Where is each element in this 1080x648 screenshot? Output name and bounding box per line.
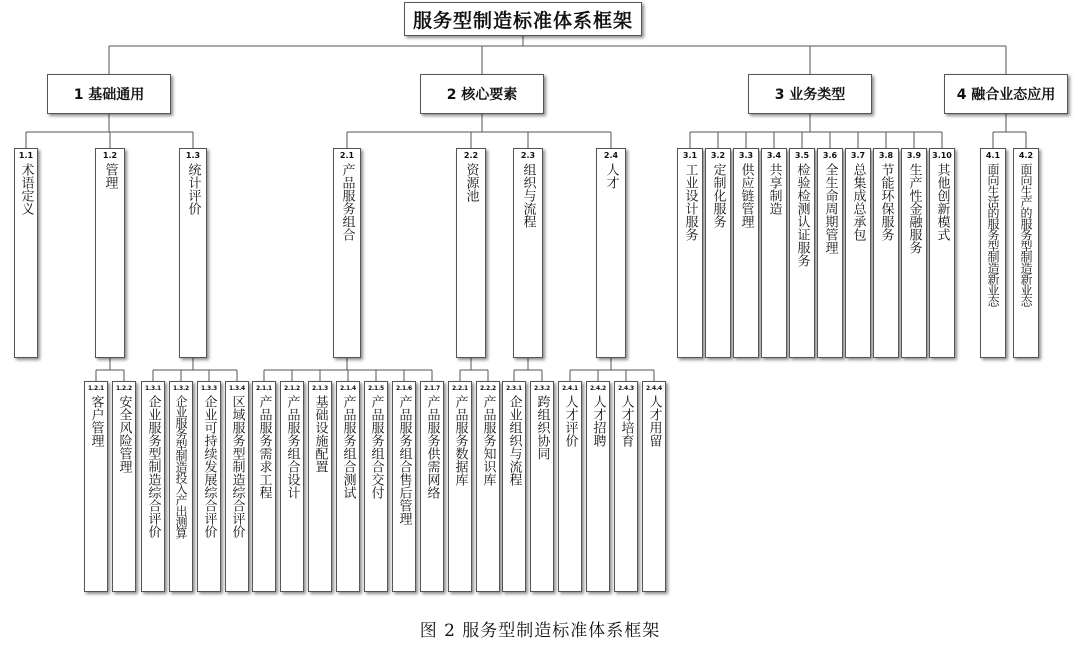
node-2-2-1-code: 2.2.1 [451,385,469,392]
node-3-3 [733,148,759,358]
node-3-6-code: 3.6 [822,151,838,160]
node-3-5-label: 检验检测认证服务 [794,163,810,267]
node-1-3-1-code: 1.3.1 [144,385,162,392]
node-3-4 [761,148,787,358]
node-2-2 [456,148,486,358]
node-2-1 [333,148,361,358]
node-2-3-2 [530,381,554,592]
node-1-3-1-label: 企业服务型制造综合评价 [145,395,161,538]
node-3-6-label: 全生命周期管理 [822,163,838,254]
node-4-1-label: 面向生活的服务型制造新业态 [986,163,1000,306]
node-2-1-4 [336,381,360,592]
node-2-3-2-code: 2.3.2 [533,385,551,392]
node-2-4-1-label: 人才评价 [562,395,578,447]
category-2-box: 2 核心要素 [420,74,544,114]
node-3-3-label: 供应链管理 [738,163,754,228]
node-3-8-code: 3.8 [878,151,894,160]
node-2-1-1-code: 2.1.1 [255,385,273,392]
node-2-3-1-label: 企业组织与流程 [506,395,522,486]
node-3-8-label: 节能环保服务 [878,163,894,241]
node-3-1-label: 工业设计服务 [682,163,698,241]
node-1-2-2-code: 1.2.2 [115,385,133,392]
node-2-1-5 [364,381,388,592]
node-2-4-code: 2.4 [603,151,619,160]
node-2-1-1 [252,381,276,592]
node-2-1-6-label: 产品服务组合售后管理 [396,395,412,525]
node-3-2 [705,148,731,358]
node-3-5-code: 3.5 [794,151,810,160]
node-3-2-label: 定制化服务 [710,163,726,228]
node-2-1-1-label: 产品服务需求工程 [256,395,272,499]
node-1-3-label: 统计评价 [185,163,201,215]
node-2-4-4 [642,381,666,592]
node-2-2-code: 2.2 [463,151,479,160]
node-1-3-2 [169,381,193,592]
node-2-1-2-label: 产品服务组合设计 [284,395,300,499]
node-4-2-label: 面向生产的服务型制造新业态 [1019,163,1033,306]
node-4-2 [1013,148,1039,358]
node-3-9-label: 生产性金融服务 [906,163,922,254]
node-1-3-4 [225,381,249,592]
node-2-4-1-code: 2.4.1 [561,385,579,392]
node-4-1-code: 4.1 [985,151,1001,160]
node-2-1-4-label: 产品服务组合测试 [340,395,356,499]
node-2-4-2-code: 2.4.2 [589,385,607,392]
node-2-1-7-code: 2.1.7 [423,385,441,392]
node-2-4-2 [586,381,610,592]
node-1-1 [14,148,38,358]
node-1-3 [179,148,207,358]
node-1-1-code: 1.1 [18,151,34,160]
node-3-1 [677,148,703,358]
node-4-2-code: 4.2 [1018,151,1034,160]
node-2-2-2-label: 产品服务知识库 [480,395,496,486]
node-3-7 [845,148,871,358]
category-3-box: 3 业务类型 [748,74,872,114]
node-2-3 [513,148,543,358]
node-2-1-7-label: 产品服务供需网络 [424,395,440,499]
node-2-3-1-code: 2.3.1 [505,385,523,392]
node-1-3-1 [141,381,165,592]
node-3-6 [817,148,843,358]
node-4-1 [980,148,1006,358]
node-3-8 [873,148,899,358]
node-2-2-1-label: 产品服务数据库 [452,395,468,486]
node-1-3-3-label: 企业可持续发展综合评价 [201,395,217,538]
figure-caption: 图 2 服务型制造标准体系框架 [419,621,661,641]
node-2-1-code: 2.1 [339,151,355,160]
node-1-1-label: 术语定义 [18,163,34,215]
node-1-3-4-label: 区域服务型制造综合评价 [229,395,245,538]
node-2-4-label: 人才 [603,163,619,189]
node-2-4-4-code: 2.4.4 [645,385,663,392]
node-1-2-1 [84,381,108,592]
node-3-10-label: 其他创新模式 [934,163,950,241]
node-1-3-3-code: 1.3.3 [200,385,218,392]
node-1-2-code: 1.2 [102,151,118,160]
category-4-box: 4 融合业态应用 [944,74,1068,114]
node-2-1-6-code: 2.1.6 [395,385,413,392]
node-1-3-code: 1.3 [185,151,201,160]
node-2-1-4-code: 2.1.4 [339,385,357,392]
node-3-9 [901,148,927,358]
node-1-2-2-label: 安全风险管理 [116,395,132,473]
node-1-2-1-label: 客户管理 [88,395,104,447]
node-2-4-3-label: 人才培育 [618,395,634,447]
node-2-3-2-label: 跨组织协同 [534,395,550,460]
node-2-1-2 [280,381,304,592]
node-3-2-code: 3.2 [710,151,726,160]
node-2-1-3-code: 2.1.3 [311,385,329,392]
node-2-1-3-label: 基础设施配置 [312,395,328,473]
node-2-4-2-label: 人才招聘 [590,395,606,447]
node-2-2-2 [476,381,500,592]
node-2-4-3-code: 2.4.3 [617,385,635,392]
node-3-10 [929,148,955,358]
node-2-4-3 [614,381,638,592]
node-2-1-3 [308,381,332,592]
node-3-7-label: 总集成总承包 [850,163,866,241]
node-3-4-label: 共享制造 [766,163,782,215]
node-2-3-code: 2.3 [520,151,536,160]
node-3-1-code: 3.1 [682,151,698,160]
node-2-4-4-label: 人才用留 [646,395,662,447]
node-2-1-5-code: 2.1.5 [367,385,385,392]
node-3-3-code: 3.3 [738,151,754,160]
node-2-3-1 [502,381,526,592]
node-2-2-2-code: 2.2.2 [479,385,497,392]
diagram-title: 服务型制造标准体系框架 [404,2,642,36]
node-1-3-4-code: 1.3.4 [228,385,246,392]
node-2-1-2-code: 2.1.2 [283,385,301,392]
node-1-2-2 [112,381,136,592]
node-1-2 [95,148,125,358]
category-1-box: 1 基础通用 [47,74,171,114]
node-3-4-code: 3.4 [766,151,782,160]
node-2-4-1 [558,381,582,592]
node-1-3-3 [197,381,221,592]
node-1-2-1-code: 1.2.1 [87,385,105,392]
node-2-4 [596,148,626,358]
node-2-1-7 [420,381,444,592]
node-2-1-6 [392,381,416,592]
node-3-5 [789,148,815,358]
node-2-1-label: 产品服务组合 [339,163,355,241]
node-3-10-code: 3.10 [932,151,952,160]
node-2-2-label: 资源池 [463,163,479,202]
node-2-2-1 [448,381,472,592]
node-1-2-label: 管理 [102,163,118,189]
node-3-9-code: 3.9 [906,151,922,160]
node-3-7-code: 3.7 [850,151,866,160]
node-2-3-label: 组织与流程 [520,163,536,228]
node-1-3-2-label: 企业服务型制造投入产出测算 [174,395,188,538]
node-1-3-2-code: 1.3.2 [172,385,190,392]
node-2-1-5-label: 产品服务组合交付 [368,395,384,499]
